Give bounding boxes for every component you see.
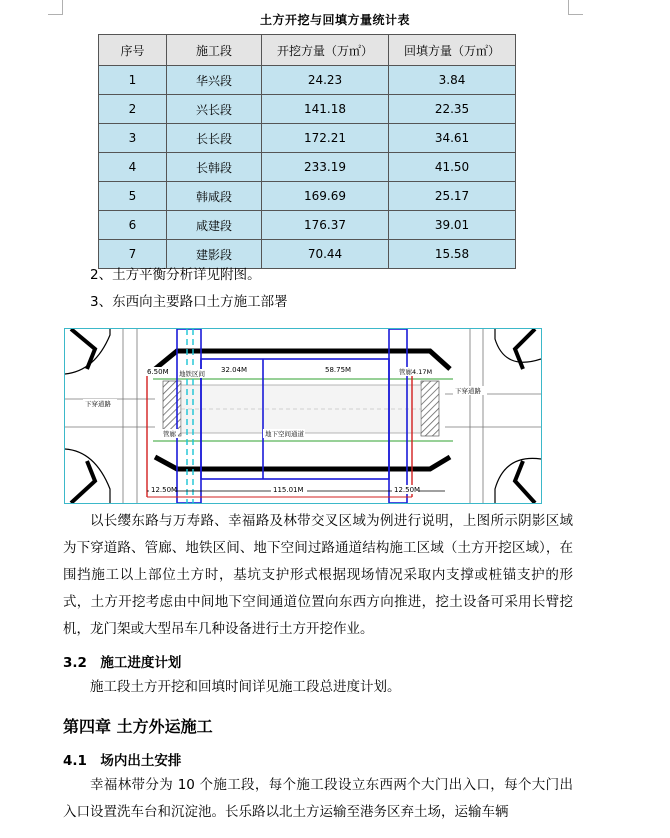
table-cell: 169.69 bbox=[262, 182, 389, 211]
dim-label: 6.50M bbox=[147, 368, 169, 376]
dim-label: 58.75M bbox=[325, 366, 352, 374]
dim-label: 115.01M bbox=[273, 486, 304, 494]
table-cell: 39.01 bbox=[389, 211, 516, 240]
table-cell: 233.19 bbox=[262, 153, 389, 182]
table-row bbox=[99, 95, 516, 124]
table-cell: 建影段 bbox=[167, 240, 262, 269]
table-cell: 华兴段 bbox=[167, 66, 262, 95]
table-row bbox=[99, 182, 516, 211]
table-cell: 兴长段 bbox=[167, 95, 262, 124]
table-title: 土方开挖与回填方量统计表 bbox=[259, 13, 410, 27]
intersection-plan-drawing bbox=[65, 329, 541, 503]
section-heading-3-2: 3.2 施工进度计划 bbox=[63, 655, 182, 671]
earthwork-table bbox=[98, 34, 516, 269]
dim-label: 12.50M bbox=[151, 486, 178, 494]
figure-label: 地下空间通道 bbox=[265, 430, 304, 438]
table-row bbox=[99, 211, 516, 240]
table-cell: 141.18 bbox=[262, 95, 389, 124]
header-cell: 施工段 bbox=[167, 35, 262, 66]
table-cell: 长长段 bbox=[167, 124, 262, 153]
table-cell: 41.50 bbox=[389, 153, 516, 182]
header-cell: 回填方量（万㎡） bbox=[389, 35, 516, 66]
table-cell: 3.84 bbox=[389, 66, 516, 95]
table-cell: 24.23 bbox=[262, 66, 389, 95]
section-heading-4-1: 4.1 场内出土安排 bbox=[63, 753, 182, 769]
dim-label: 4.17M bbox=[412, 368, 433, 376]
dim-label: 12.50M bbox=[394, 486, 421, 494]
dim-label: 32.04M bbox=[221, 366, 248, 374]
table-cell: 25.17 bbox=[389, 182, 516, 211]
list-item-3: 3、东西向主要路口土方施工部署 bbox=[90, 294, 288, 310]
table-cell: 15.58 bbox=[389, 240, 516, 269]
figure-label: 下穿道路 bbox=[85, 400, 111, 408]
list-item-2: 2、土方平衡分析详见附图。 bbox=[90, 267, 261, 283]
table-cell: 韩咸段 bbox=[167, 182, 262, 211]
figure-label: 下穿道路 bbox=[455, 387, 481, 395]
paragraph-schedule: 施工段土方开挖和回填时间详见施工段总进度计划。 bbox=[90, 679, 401, 695]
table-cell: 34.61 bbox=[389, 124, 516, 153]
table-cell: 176.37 bbox=[262, 211, 389, 240]
paragraph-onsite-removal: 幸福林带分为 10 个施工段，每个施工段设立东西两个大门出入口，每个大门出入口设置洗车台和沉淀池。长乐路以北土方运输至港务区弃土场，运输车辆 bbox=[63, 777, 573, 820]
table-cell: 7 bbox=[99, 240, 167, 269]
table-cell: 2 bbox=[99, 95, 167, 124]
header-cell: 序号 bbox=[99, 35, 167, 66]
chapter-heading-4: 第四章 土方外运施工 bbox=[63, 717, 213, 736]
table-cell: 70.44 bbox=[262, 240, 389, 269]
table-cell: 6 bbox=[99, 211, 167, 240]
table-cell: 172.21 bbox=[262, 124, 389, 153]
table-cell: 5 bbox=[99, 182, 167, 211]
table-cell: 1 bbox=[99, 66, 167, 95]
figure-label: 管廊 bbox=[399, 368, 412, 376]
table-header-row bbox=[99, 35, 516, 66]
table-row bbox=[99, 153, 516, 182]
intersection-plan-figure bbox=[64, 328, 542, 504]
figure-label: 地铁区间 bbox=[179, 370, 205, 378]
table-cell: 4 bbox=[99, 153, 167, 182]
table-cell: 咸建段 bbox=[167, 211, 262, 240]
header-cell: 开挖方量（万㎡） bbox=[262, 35, 389, 66]
figure-label: 管廊 bbox=[163, 430, 176, 438]
table-cell: 22.35 bbox=[389, 95, 516, 124]
table-cell: 长韩段 bbox=[167, 153, 262, 182]
table-cell: 3 bbox=[99, 124, 167, 153]
table-row bbox=[99, 124, 516, 153]
paragraph-intersection: 以长缨东路与万寿路、幸福路及林带交叉区域为例进行说明，上图所示阴影区域为下穿道路、管廊、地铁区间、地下空间过路通道结构施工区域（土方开挖区域），在围挡施工以上部位土方时，基坑支护形式根据现场情况采取内支撑或桩锚支护的形式，土方开挖考虑由中间地下空间通道位置向东西方向推进，挖土设备可采用长臂挖机，龙门架或大型吊车几种设备进行土方开挖作业。 bbox=[63, 513, 573, 637]
table-row bbox=[99, 66, 516, 95]
